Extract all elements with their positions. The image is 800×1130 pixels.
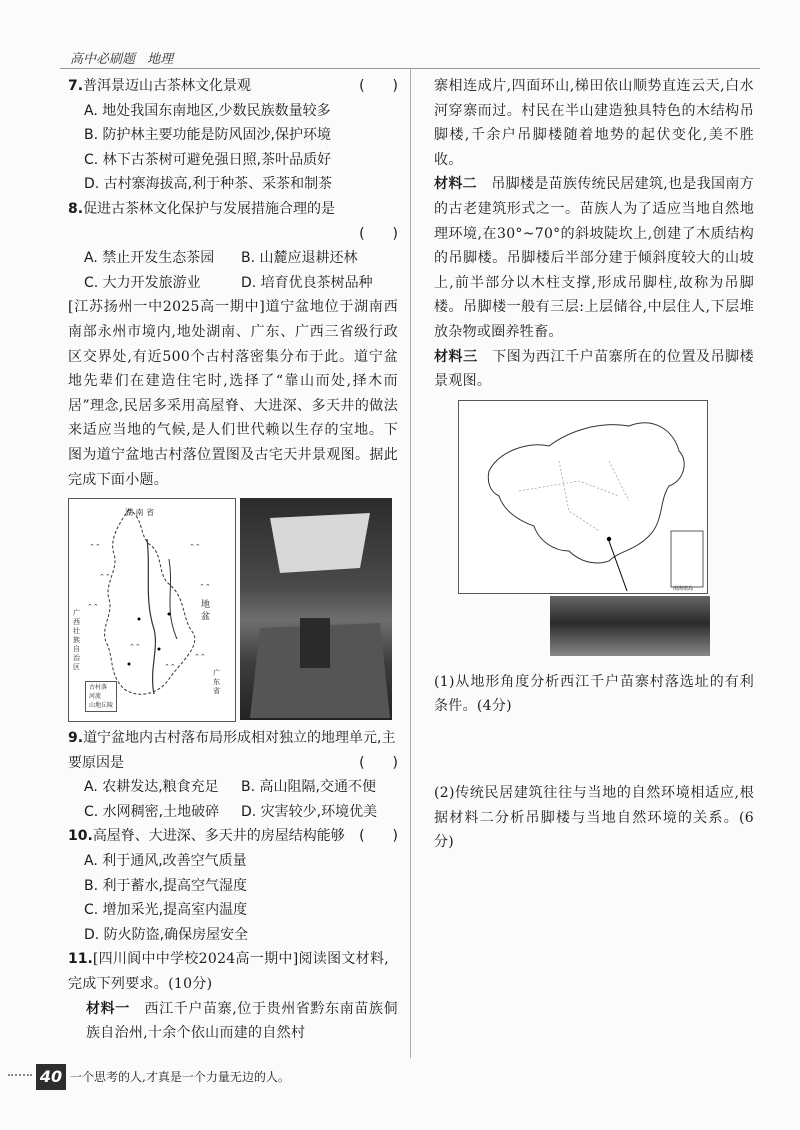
question-stem: 道宁盆地内古村落布局形成相对独立的地理单元,主要原因是 xyxy=(68,730,396,771)
footer-dots xyxy=(8,1074,32,1076)
footer-motto: 一个思考的人,才真是一个力量无边的人。 xyxy=(70,1070,290,1084)
question-7 xyxy=(68,74,398,197)
svg-text:⌃⌃: ⌃⌃ xyxy=(194,653,206,662)
book-title: 高中必刷题 xyxy=(70,52,136,67)
option: A. 地处我国东南地区,少数民族数量较多 xyxy=(84,102,331,119)
china-location-map xyxy=(458,400,708,594)
question-number: 7. xyxy=(68,78,84,94)
question-9 xyxy=(68,726,398,824)
map-legend xyxy=(85,681,117,712)
option-row xyxy=(68,800,398,825)
option: D. 古村寨海拔高,利于种茶、采茶和制茶 xyxy=(84,176,333,193)
photo-drawing xyxy=(240,498,392,720)
question-number: 9. xyxy=(68,730,84,747)
question-stem: 促进古茶林文化保护与发展措施合理的是 xyxy=(83,200,336,217)
svg-text:⌃⌃: ⌃⌃ xyxy=(164,663,176,672)
svg-text:⌃⌃: ⌃⌃ xyxy=(99,573,111,582)
passage-intro: [江苏扬州一中2025高一期中]道宁盆地位于湖南西南部永州市境内,地处湖南、广东、广西三省级行政区交界处,有近500个古村落密集分布于此。道宁盆地先辈们在建造住宅时,选择了“靠山而处,择木而居”理念,民居多采用高屋脊、大进深、多天井的做法来适应当地的气候,是人们世代赖以生存的宝地。下图为道宁盆地古村落位置图及古宅天井景观图。据此完成下面小题。 xyxy=(68,299,398,488)
svg-text:⌃⌃: ⌃⌃ xyxy=(199,583,211,592)
map-label-right: 广东省 xyxy=(213,669,220,696)
page-number: 40 xyxy=(36,1064,66,1090)
svg-text:⌃⌃: ⌃⌃ xyxy=(89,543,101,552)
option: B. 利于蓄水,提高空气湿度 xyxy=(84,877,247,894)
option-row xyxy=(68,775,398,800)
option: B. 山麓应退耕还林 xyxy=(241,250,358,267)
figure-row xyxy=(68,498,398,722)
option: C. 增加采光,提高室内温度 xyxy=(84,902,248,919)
option: C. 水网稠密,土地破碎 xyxy=(84,803,220,820)
question-10 xyxy=(68,824,398,947)
option: A. 禁止开发生态茶园 xyxy=(84,250,215,267)
question-number: 8. xyxy=(68,200,84,217)
left-column xyxy=(68,74,398,1046)
map-label-left: 广西壮族自治区 xyxy=(73,609,80,672)
diaojiaolou-photo xyxy=(550,596,710,656)
option: B. 高山阻隔,交通不便 xyxy=(241,779,376,796)
material-3-text: 下图为西江千户苗寨所在的位置及吊脚楼景观图。 xyxy=(434,348,754,390)
option: C. 林下古茶树可避免强日照,茶叶品质好 xyxy=(84,151,332,168)
answer-blank: ( ) xyxy=(359,225,398,242)
svg-text:⌃⌃: ⌃⌃ xyxy=(87,603,99,612)
material-1-label: 材料一 xyxy=(86,1000,130,1017)
material-2-text: 吊脚楼是苗族传统民居建筑,也是我国南方的古老建筑形式之一。苗族人为了适应当地自然地理环境,在30°~70°的斜坡陡坎上,创建了木质结构的吊脚楼。吊脚楼后半部分建于倾斜度较大的山坡上,前半部分以木柱支撑,形成吊脚柱,故称为吊脚楼。吊脚楼一般有三层:上层储谷,中层住人,下层堆放杂物或圈养牲畜。 xyxy=(434,176,755,340)
question-number: 11. xyxy=(68,951,93,968)
page-header xyxy=(70,48,173,67)
material-3-label: 材料三 xyxy=(434,348,478,365)
question-11 xyxy=(68,947,398,1045)
daoning-basin-map xyxy=(68,498,236,722)
question-stem: 普洱景迈山古茶林文化景观 xyxy=(83,78,252,94)
location-dot xyxy=(607,537,611,541)
material-1-continued: 寨相连成片,四面环山,梯田依山顺势直连云天,白水河穿寨而过。村民在半山建造独具特色的木结构吊脚楼,千余户吊脚楼随着地势的起伏变化,美不胜收。 xyxy=(434,78,754,168)
answer-blank: ( ) xyxy=(359,754,398,771)
column-divider xyxy=(410,68,411,1058)
option: D. 防火防盗,确保房屋安全 xyxy=(84,926,249,943)
courtyard-photo xyxy=(240,498,392,720)
option: B. 防护林主要功能是防风固沙,保护环境 xyxy=(84,127,331,144)
legend-village: 古村落 xyxy=(89,684,108,692)
legend-river: 河流 xyxy=(89,693,102,701)
map-label-basin: 地 盆 xyxy=(201,600,211,623)
option: A. 利于通风,改善空气质量 xyxy=(84,853,247,870)
question-stem: 高屋脊、大进深、多天井的房屋结构能够 xyxy=(92,828,345,845)
right-column xyxy=(434,74,754,855)
material-1-text: 西江千户苗寨,位于贵州省黔东南苗族侗族自治州,十余个依山而建的自然村 xyxy=(86,1000,398,1042)
sub-question-2: (2)传统民居建筑往往与当地的自然环境相适应,根据材料二分析吊脚楼与当地自然环境的关系。(6分) xyxy=(434,784,754,851)
map-label-top: 湖 南 省 xyxy=(125,508,155,518)
option-row xyxy=(68,246,398,271)
option: D. 培育优良茶树品种 xyxy=(241,274,373,291)
answer-blank: ( ) xyxy=(359,828,398,845)
sub-question-1: (1)从地形角度分析西江千户苗寨村落选址的有利条件。(4分) xyxy=(434,673,754,715)
inset-label: 南海诸岛 xyxy=(673,585,694,592)
subject-title: 地理 xyxy=(147,52,174,67)
option: C. 大力开发旅游业 xyxy=(84,274,201,291)
question-8 xyxy=(68,197,398,295)
china-map-drawing xyxy=(459,401,707,593)
option: D. 灾害较少,环境优美 xyxy=(241,803,378,820)
material-2-label: 材料二 xyxy=(434,176,477,193)
option: A. 农耕发达,粮食充足 xyxy=(84,779,219,796)
svg-text:⌃⌃: ⌃⌃ xyxy=(129,643,141,652)
legend-hills: 山地丘陵 xyxy=(89,702,114,710)
svg-text:⌃⌃: ⌃⌃ xyxy=(189,543,201,552)
answer-blank: ( ) xyxy=(359,78,398,94)
question-stem: [四川阆中中学校2024高一期中]阅读图文材料,完成下列要求。(10分) xyxy=(68,951,390,993)
option-row xyxy=(68,271,398,296)
question-number: 10. xyxy=(68,828,93,845)
